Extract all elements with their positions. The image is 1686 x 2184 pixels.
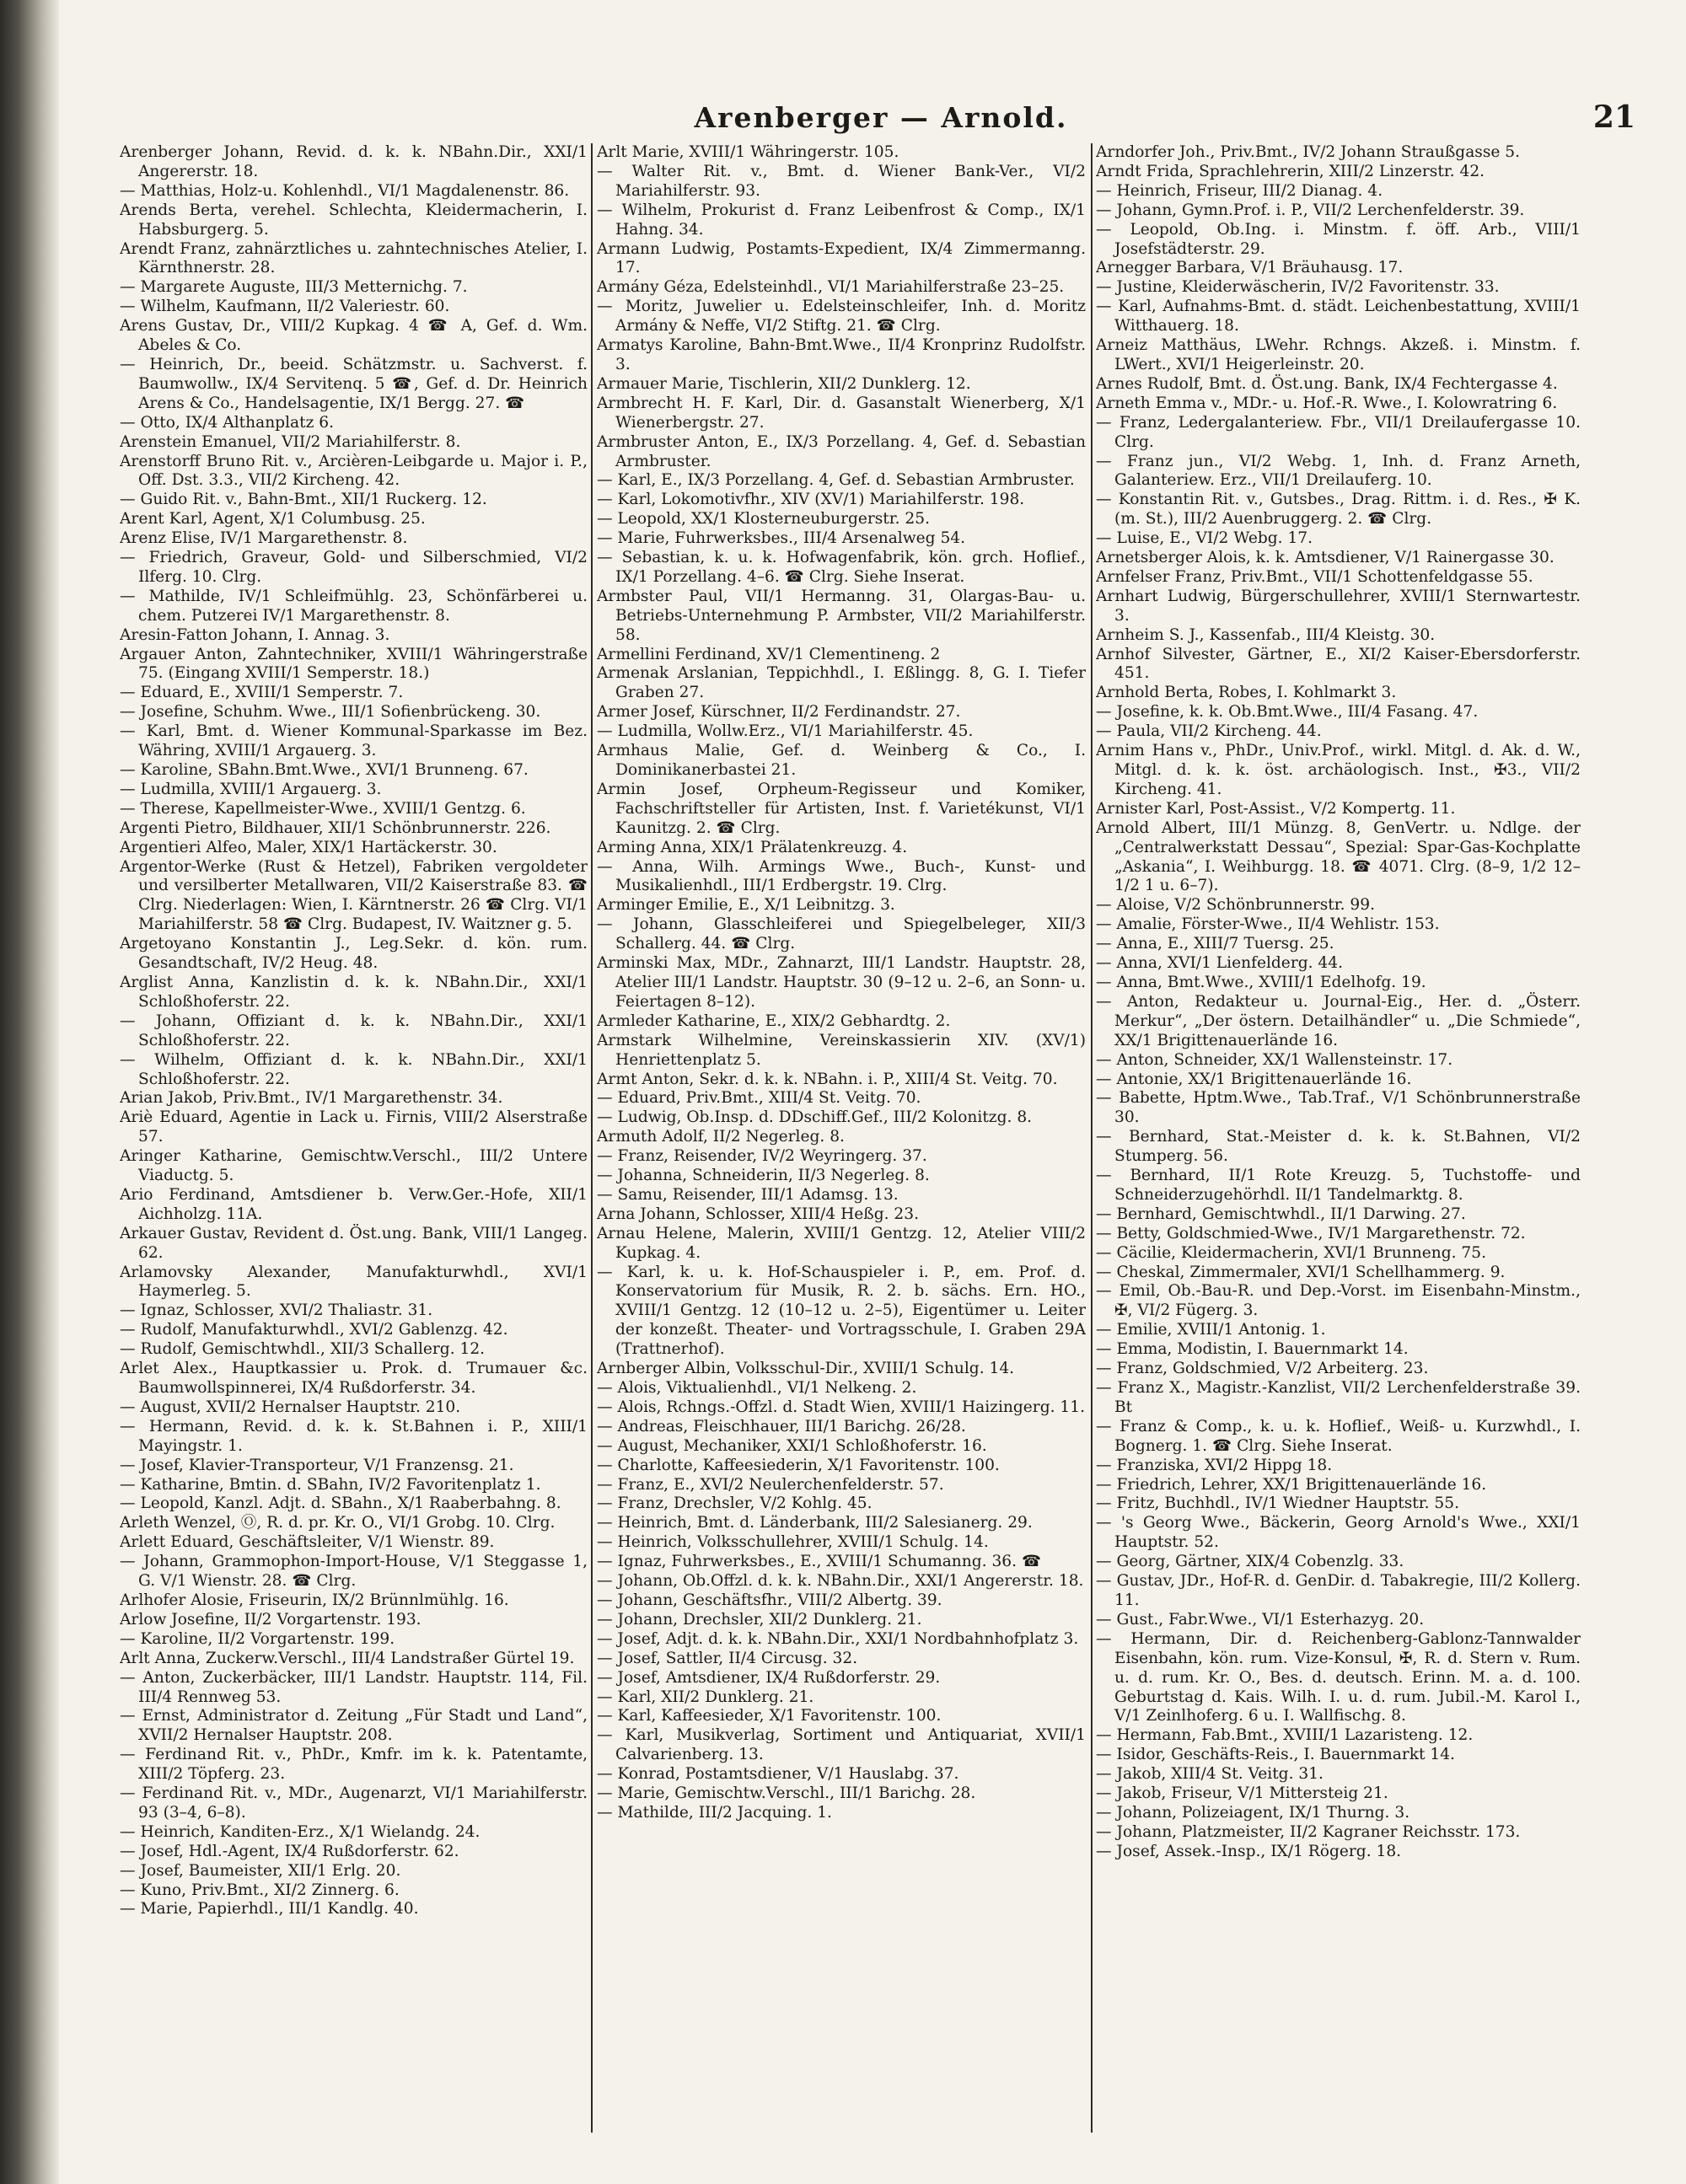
directory-entry: — Karl, E., IX/3 Porzellang. 4, Gef. d. Sebastian Armbruster.	[597, 471, 1075, 490]
directory-entry: Armbruster Anton, E., IX/3 Porzellang. 4, Gef. d. Sebastian Armbruster.	[597, 432, 1086, 470]
directory-entry: — Rudolf, Gemischtwhdl., XII/3 Schallerg. 12.	[120, 1340, 486, 1359]
directory-entry: — Heinrich, Friseur, III/2 Dianag. 4.	[1096, 181, 1383, 200]
directory-entry: Arens Gustav, Dr., VIII/2 Kupkag. 4 ☎ A, Gef. d. Wm. Abeles & Co.	[120, 317, 588, 355]
directory-entry: — Karoline, SBahn.Bmt.Wwe., XVI/1 Brunneng. 67.	[120, 761, 529, 779]
directory-entry: — Guido Rit. v., Bahn-Bmt., XII/1 Ruckerg. 12.	[120, 491, 487, 509]
directory-entry: — Emma, Modistin, I. Bauernmarkt 14.	[1096, 1340, 1409, 1359]
directory-entry: — Johann, Ob.Offzl. d. k. k. NBahn.Dir., XXI/1 Angererstr. 18.	[597, 1572, 1084, 1591]
directory-entry: Armin Josef, Orpheum-Regisseur und Komiker, Fachschriftsteller für Artisten, Inst. f. Varietékunst, VI/1 Kaunitzg. 2. ☎ Clrg.	[597, 780, 1086, 837]
directory-entry: — Eduard, Priv.Bmt., XIII/4 St. Veitg. 70.	[597, 1089, 921, 1108]
directory-entry: — Sebastian, k. u. k. Hofwagenfabrik, kön. grch. Hoflief., IX/1 Porzellang. 4–6. ☎ Clrg. Siehe Inserat.	[597, 549, 1086, 586]
directory-entry: — Samu, Reisender, III/1 Adamsg. 13.	[597, 1185, 899, 1204]
directory-entry: Argauer Anton, Zahntechniker, XVIII/1 Währingerstraße 75. (Eingang XVIII/1 Semperstr. 18.)	[120, 645, 588, 683]
directory-entry: — Marie, Papierhdl., III/1 Kandlg. 40.	[120, 1900, 419, 1918]
directory-entry: — Franz, E., XVI/2 Neulerchenfelderstr. 57.	[597, 1475, 944, 1494]
directory-entry: Arkauer Gustav, Revident d. Öst.ung. Bank, VIII/1 Langeg. 62.	[120, 1224, 588, 1262]
directory-entry: Aresin-Fatton Johann, I. Annag. 3.	[120, 625, 390, 644]
directory-entry: — Josef, Sattler, II/4 Circusg. 32.	[597, 1649, 858, 1667]
directory-entry: — Josefine, k. k. Ob.Bmt.Wwe., III/4 Fasang. 47.	[1096, 703, 1479, 722]
directory-entry: — Wilhelm, Kaufmann, II/2 Valeriestr. 60.	[120, 298, 450, 316]
directory-entry: Arent Karl, Agent, X/1 Columbusg. 25.	[120, 510, 426, 529]
directory-entry: — Johann, Offiziant d. k. k. NBahn.Dir., XXI/1 Schloßhoferstr. 22.	[120, 1012, 588, 1049]
directory-entry: — Ferdinand Rit. v., PhDr., Kmfr. im k. k. Patentamte, XIII/2 Töpferg. 23.	[120, 1746, 588, 1784]
directory-entry: Arendt Franz, zahnärztliches u. zahntechnisches Atelier, I. Kärnthnerstr. 28.	[120, 239, 588, 277]
directory-entry: — Heinrich, Dr., beeid. Schätzmstr. u. Sachverst. f. Baumwollw., IX/4 Servitenq. 5 ☎, Gef. d. Dr. Heinrich Arens & Co., Handelsagentie, IX/1 Bergg. 27. ☎	[120, 355, 588, 412]
directory-entry: Aringer Katharine, Gemischtw.Verschl., III/2 Untere Viaductg. 5.	[120, 1147, 588, 1185]
directory-entry: — Heinrich, Bmt. d. Länderbank, III/2 Salesianerg. 29.	[597, 1514, 1033, 1532]
directory-entry: — Emilie, XVIII/1 Antonig. 1.	[1096, 1321, 1326, 1339]
directory-entry: — Wilhelm, Offiziant d. k. k. NBahn.Dir., XXI/1 Schloßhoferstr. 22.	[120, 1050, 588, 1088]
directory-entry: — Franz, Goldschmied, V/2 Arbeiterg. 23.	[1096, 1360, 1429, 1378]
directory-entry: — Therese, Kapellmeister-Wwe., XVIII/1 Gentzg. 6.	[120, 799, 526, 818]
directory-entry: — Ludwig, Ob.Insp. d. DDschiff.Gef., III/2 Kolonitzg. 8.	[597, 1108, 1033, 1127]
running-title: Arenberger — Arnold.	[694, 101, 1068, 134]
directory-entry: Armatys Karoline, Bahn-Bmt.Wwe., II/4 Kronprinz Rudolfstr. 3.	[597, 336, 1086, 373]
directory-entry: — Franz, Reisender, IV/2 Weyringerg. 37.	[597, 1147, 927, 1166]
directory-entry: — Franz jun., VI/2 Webg. 1, Inh. d. Franz Arneth, Galanteriew. Erz., VII/1 Dreilauferg. 10.	[1096, 452, 1581, 490]
directory-entry: — Karl, XII/2 Dunklerg. 21.	[597, 1688, 814, 1706]
directory-entry: — Josef, Assek.-Insp., IX/1 Rögerg. 18.	[1096, 1842, 1402, 1860]
directory-entry: — Ludmilla, Wollw.Erz., VI/1 Mariahilferstr. 45.	[597, 722, 974, 741]
directory-entry: Armbrecht H. F. Karl, Dir. d. Gasanstalt Wienerberg, X/1 Wienerbergstr. 27.	[597, 394, 1086, 432]
directory-entry: — Gust., Fabr.Wwe., VI/1 Esterhazyg. 20.	[1096, 1610, 1425, 1629]
directory-entry: — Johann, Platzmeister, II/2 Kagraner Reichsstr. 173.	[1096, 1822, 1521, 1841]
directory-entry: Armenak Arslanian, Teppichhdl., I. Eßlingg. 8, G. I. Tiefer Graben 27.	[597, 664, 1086, 702]
directory-entry: — Walter Rit. v., Bmt. d. Wiener Bank-Ver., VI/2 Mariahilferstr. 93.	[597, 162, 1086, 200]
directory-entry: — Paula, VII/2 Kircheng. 44.	[1096, 722, 1322, 741]
directory-entry: — Konrad, Postamtsdiener, V/1 Hauslabg. 37.	[597, 1765, 959, 1784]
directory-entry: — Marie, Fuhrwerksbes., III/4 Arsenalweg 54.	[597, 529, 966, 548]
directory-entry: — Franz & Comp., k. u. k. Hoflief., Weiß- u. Kurzwhdl., I. Bognerg. 1. ☎ Clrg. Siehe Inserat.	[1096, 1417, 1581, 1455]
directory-entry: Arnes Rudolf, Bmt. d. Öst.ung. Bank, IX/4 Fechtergasse 4.	[1096, 374, 1558, 393]
column-middle	[597, 143, 1086, 2141]
directory-entry: — Leopold, Ob.Ing. i. Minstm. f. öff. Arb., VIII/1 Josefstädterstr. 29.	[1096, 220, 1581, 258]
directory-entry: — Otto, IX/4 Althanplatz 6.	[120, 413, 335, 432]
directory-entry: — Mathilde, IV/1 Schleifmühlg. 23, Schönfärberei u. chem. Putzerei IV/1 Margarethenstr. 8.	[120, 587, 588, 625]
directory-entry: Armleder Katharine, E., XIX/2 Gebhardtg. 2.	[597, 1012, 951, 1030]
directory-entry: — Rudolf, Manufakturwhdl., XVI/2 Gablenzg. 42.	[120, 1321, 508, 1339]
directory-entry: — Johanna, Schneiderin, II/3 Negerleg. 8.	[597, 1167, 930, 1185]
directory-entry: — Karl, k. u. k. Hof-Schauspieler i. P., em. Prof. d. Konservatorium für Musik, R. 2. b. sächs. Ern. HO., XVIII/1 Gentzg. 12 (10–12 u. 2–5), Eigentümer u. Leiter der konzeßt. Theater- und Vortragsschule, I. Graben 29A (Trattnerhof).	[597, 1263, 1086, 1359]
directory-entry: — Jakob, Friseur, V/1 Mittersteig 21.	[1096, 1784, 1388, 1803]
directory-entry: Ario Ferdinand, Amtsdiener b. Verw.Ger.-Hofe, XII/1 Aichholzg. 11A.	[120, 1185, 588, 1223]
directory-entry: Arenstorff Bruno Rit. v., Arcièren-Leibgarde u. Major i. P., Off. Dst. 3.3., VII/2 Kircheng. 42.	[120, 452, 588, 490]
directory-entry: — Margarete Auguste, III/3 Metternichg. 7.	[120, 278, 468, 297]
directory-entry: — Alois, Rchngs.-Offzl. d. Stadt Wien, XVIII/1 Haizingerg. 11.	[597, 1398, 1085, 1416]
directory-entry: — Bernhard, Gemischtwhdl., II/1 Darwing. 27.	[1096, 1205, 1466, 1223]
directory-entry: — Johann, Polizeiagent, IX/1 Thurng. 3.	[1096, 1803, 1410, 1822]
directory-entry: Arnim Hans v., PhDr., Univ.Prof., wirkl. Mitgl. d. Ak. d. W., Mitgl. d. k. k. öst. archäologisch. Inst., ✠3., VII/2 Kircheng. 41.	[1096, 742, 1581, 798]
directory-entry: — Josef, Baumeister, XII/1 Erlg. 20.	[120, 1861, 401, 1880]
directory-entry: Armstark Wilhelmine, Vereinskassierin XIV. (XV/1) Henriettenplatz 5.	[597, 1031, 1086, 1069]
directory-entry: — Josef, Hdl.-Agent, IX/4 Rußdorferstr. 62.	[120, 1842, 459, 1860]
directory-entry: Arnfelser Franz, Priv.Bmt., VII/1 Schottenfeldgasse 55.	[1096, 567, 1533, 586]
directory-entry: — Ignaz, Fuhrwerksbes., E., XVIII/1 Schumanng. 36. ☎	[597, 1553, 1042, 1571]
directory-entry: — Matthias, Holz-u. Kohlenhdl., VI/1 Magdalenenstr. 86.	[120, 181, 570, 200]
directory-entry: Arlet Alex., Hauptkassier u. Prok. d. Trumauer &c. Baumwollspinnerei, IX/4 Rußdorferstr. 34.	[120, 1360, 588, 1397]
directory-entry: — Anton, Redakteur u. Journal-Eig., Her. d. „Österr. Merkur“, „Der östern. Detailhändler“ u. „Die Schmiede“, XX/1 Brigittenauerlände 16.	[1096, 992, 1581, 1049]
directory-entry: Armhaus Malie, Gef. d. Weinberg & Co., I. Dominikanerbastei 21.	[597, 742, 1086, 779]
directory-entry: Arminger Emilie, E., X/1 Leibnitzg. 3.	[597, 896, 895, 915]
directory-entry: Arends Berta, verehel. Schlechta, Kleidermacherin, I. Habsburgerg. 5.	[120, 201, 588, 239]
directory-entry: — Cäcilie, Kleidermacherin, XVI/1 Brunneng. 75.	[1096, 1243, 1486, 1262]
directory-entry: — Karl, Kaffeesieder, X/1 Favoritenstr. 100.	[597, 1707, 942, 1725]
directory-entry: — Isidor, Geschäfts-Reis., I. Bauernmarkt 14.	[1096, 1746, 1455, 1764]
directory-entry: — Aloise, V/2 Schönbrunnerstr. 99.	[1096, 896, 1375, 915]
directory-entry: Argentor-Werke (Rust & Hetzel), Fabriken vergoldeter und versilberter Metallwaren, VII/2 Kaiserstraße 83. ☎ Clrg. Niederlagen: Wien, I. Kärntnerstr. 26 ☎ Clrg. VI/1 Mariahilferstr. 58 ☎ Clrg. Budapest, IV. Waitzner g. 5.	[120, 857, 588, 934]
directory-entry: — Eduard, E., XVIII/1 Semperstr. 7.	[120, 684, 404, 702]
directory-entry: — Anna, XVI/1 Lienfelderg. 44.	[1096, 954, 1343, 973]
directory-entry: Arlt Marie, XVIII/1 Währingerstr. 105.	[597, 143, 899, 161]
directory-entry: — Gustav, JDr., Hof-R. d. GenDir. d. Tabakregie, III/2 Kollerg. 11.	[1096, 1572, 1581, 1609]
directory-entry: — Johann, Grammophon-Import-House, V/1 Steggasse 1, G. V/1 Wienstr. 28. ☎ Clrg.	[120, 1553, 588, 1591]
directory-entry: — Heinrich, Volksschullehrer, XVIII/1 Schulg. 14.	[597, 1533, 989, 1552]
directory-entry: Argenti Pietro, Bildhauer, XII/1 Schönbrunnerstr. 226.	[120, 818, 551, 837]
directory-entry: — Leopold, XX/1 Klosterneuburgerstr. 25.	[597, 510, 930, 529]
directory-entry: — Konstantin Rit. v., Gutsbes., Drag. Rittm. i. d. Res., ✠ K. (m. St.), III/2 Auenbruggerg. 2. ☎ Clrg.	[1096, 491, 1581, 529]
directory-entry: — Anton, Zuckerbäcker, III/1 Landstr. Hauptstr. 114, Fil. III/4 Rennweg 53.	[120, 1668, 588, 1706]
directory-entry: Arian Jakob, Priv.Bmt., IV/1 Margarethenstr. 34.	[120, 1089, 503, 1108]
directory-entry: — Georg, Gärtner, XIX/4 Cobenzlg. 33.	[1096, 1553, 1404, 1571]
directory-entry: Armauer Marie, Tischlerin, XII/2 Dunklerg. 12.	[597, 374, 971, 393]
directory-entry: — Amalie, Förster-Wwe., II/4 Wehlistr. 153.	[1096, 915, 1440, 934]
directory-entry: Arna Johann, Schlosser, XIII/4 Heßg. 23.	[597, 1205, 919, 1223]
directory-entry: — August, Mechaniker, XXI/1 Schloßhoferstr. 16.	[597, 1436, 987, 1455]
directory-entry: — Emil, Ob.-Bau-R. und Dep.-Vorst. im Eisenbahn-Minstm., ✠, VI/2 Fügerg. 3.	[1096, 1282, 1581, 1320]
directory-entry: Armann Ludwig, Postamts-Expedient, IX/4 Zimmermanng. 17.	[597, 239, 1086, 277]
directory-entry: Arming Anna, XIX/1 Prälatenkreuzg. 4.	[597, 838, 908, 856]
directory-entry: Arenberger Johann, Revid. d. k. k. NBahn.Dir., XXI/1 Angererstr. 18.	[120, 143, 588, 180]
directory-entry: — Anna, E., XIII/7 Tuersg. 25.	[1096, 935, 1334, 953]
directory-entry: — Anna, Wilh. Armings Wwe., Buch-, Kunst- und Musikalienhdl., III/1 Erdbergstr. 19. Clrg.	[597, 857, 1086, 895]
directory-entry: — Johann, Glasschleiferei und Spiegelbeleger, XII/3 Schallerg. 44. ☎ Clrg.	[597, 915, 1086, 953]
column-divider	[591, 143, 593, 2133]
directory-entry: Arnau Helene, Malerin, XVIII/1 Gentzg. 12, Atelier VIII/2 Kupkag. 4.	[597, 1224, 1086, 1262]
directory-entry: — 's Georg Wwe., Bäckerin, Georg Arnold's Wwe., XXI/1 Hauptstr. 52.	[1096, 1514, 1581, 1552]
directory-entry: Armt Anton, Sekr. d. k. k. NBahn. i. P., XIII/4 St. Veitg. 70.	[597, 1070, 1058, 1088]
directory-entry: Armbster Paul, VII/1 Hermanng. 31, Olargas-Bau- u. Betriebs-Unternehmung P. Armbster, VII/2 Mariahilferstr. 58.	[597, 587, 1086, 644]
column-right	[1096, 143, 1581, 2141]
directory-entry: — Kuno, Priv.Bmt., XI/2 Zinnerg. 6.	[120, 1881, 400, 1899]
directory-entry: — Franz X., Magistr.-Kanzlist, VII/2 Lerchenfelderstraße 39. Bt	[1096, 1379, 1581, 1416]
directory-entry: — Johann, Gymn.Prof. i. P., VII/2 Lerchenfelderstr. 39.	[1096, 201, 1525, 219]
directory-entry: Arnhold Berta, Robes, I. Kohlmarkt 3.	[1096, 684, 1397, 702]
directory-entry: Arenz Elise, IV/1 Margarethenstr. 8.	[120, 529, 408, 548]
directory-entry: — Leopold, Kanzl. Adjt. d. SBahn., X/1 Raaberbahng. 8.	[120, 1494, 561, 1513]
directory-entry: — Karl, Musikverlag, Sortiment und Antiquariat, XVII/1 Calvarienberg. 13.	[597, 1726, 1086, 1764]
directory-entry: Arneiz Matthäus, LWehr. Rchngs. Akzeß. i. Minstm. f. LWert., XVI/1 Heigerleinstr. 20.	[1096, 336, 1581, 373]
directory-entry: Arlamovsky Alexander, Manufakturwhdl., XVI/1 Haymerleg. 5.	[120, 1263, 588, 1301]
directory-entry: Arlt Anna, Zuckerw.Verschl., III/4 Landstraßer Gürtel 19.	[120, 1649, 575, 1667]
directory-entry: Arndt Frida, Sprachlehrerin, XIII/2 Linzerstr. 42.	[1096, 162, 1485, 180]
directory-entry: Arlett Eduard, Geschäftsleiter, V/1 Wienstr. 89.	[120, 1533, 495, 1552]
directory-entry: — Hermann, Fab.Bmt., XVIII/1 Lazaristeng. 12.	[1096, 1726, 1474, 1745]
column-divider	[1091, 143, 1093, 2133]
directory-entry: — Karl, Lokomotivfhr., XIV (XV/1) Mariahilferstr. 198.	[597, 491, 1025, 509]
directory-entry: — Cheskal, Zimmermaler, XVI/1 Schellhammerg. 9.	[1096, 1263, 1506, 1281]
directory-entry: Arneth Emma v., MDr.- u. Hof.-R. Wwe., I. Kolowratring 6.	[1096, 394, 1558, 412]
directory-entry: Arglist Anna, Kanzlistin d. k. k. NBahn.Dir., XXI/1 Schloßhoferstr. 22.	[120, 973, 588, 1011]
directory-entry: Arndorfer Joh., Priv.Bmt., IV/2 Johann Straußgasse 5.	[1096, 143, 1521, 161]
directory-entry: — Josef, Klavier-Transporteur, V/1 Franzensg. 21.	[120, 1456, 514, 1474]
directory-entry: — Jakob, XIII/4 St. Veitg. 31.	[1096, 1765, 1324, 1784]
directory-entry: — Friedrich, Lehrer, XX/1 Brigittenauerlände 16.	[1096, 1475, 1487, 1494]
directory-entry: — Justine, Kleiderwäscherin, IV/2 Favoritenstr. 33.	[1096, 278, 1500, 297]
directory-entry: — Ignaz, Schlosser, XVI/2 Thaliastr. 31.	[120, 1301, 433, 1320]
directory-entry: — Bernhard, Stat.-Meister d. k. k. St.Bahnen, VI/2 Stumperg. 56.	[1096, 1128, 1581, 1166]
directory-entry: — Ludmilla, XVIII/1 Argauerg. 3.	[120, 780, 382, 798]
directory-entry: — Franz, Drechsler, V/2 Kohlg. 45.	[597, 1494, 873, 1513]
directory-entry: — Alois, Viktualienhdl., VI/1 Nelkeng. 2.	[597, 1379, 917, 1397]
directory-entry: — Karl, Bmt. d. Wiener Kommunal-Sparkasse im Bez. Währing, XVIII/1 Argauerg. 3.	[120, 722, 588, 760]
directory-entry: Argentieri Alfeo, Maler, XIX/1 Hartäckerstr. 30.	[120, 838, 497, 856]
directory-entry: — Marie, Gemischtw.Verschl., III/1 Barichg. 28.	[597, 1784, 976, 1803]
directory-entry: Arnhof Silvester, Gärtner, E., XI/2 Kaiser-Ebersdorferstr. 451.	[1096, 645, 1581, 683]
directory-entry: — Luise, E., VI/2 Webg. 17.	[1096, 529, 1313, 548]
directory-entry: Arnister Karl, Post-Assist., V/2 Kompertg. 11.	[1096, 799, 1456, 818]
directory-entry: — Franziska, XVI/2 Hippg 18.	[1096, 1456, 1333, 1474]
directory-entry: Arnhart Ludwig, Bürgerschullehrer, XVIII/1 Sternwartestr. 3.	[1096, 587, 1581, 625]
directory-entry: — Babette, Hptm.Wwe., Tab.Traf., V/1 Schönbrunnerstraße 30.	[1096, 1089, 1581, 1127]
directory-entry: — Hermann, Revid. d. k. k. St.Bahnen i. P., XIII/1 Mayingstr. 1.	[120, 1417, 588, 1455]
column-left	[120, 143, 588, 2141]
directory-entry: — Hermann, Dir. d. Reichenberg-Gablonz-Tannwalder Eisenbahn, kön. rum. Vize-Konsul, ✠, R. d. Stern v. Rum. u. d. rum. Kr. O., Bes. d. deutsch. Erinn. M. a. d. 100. Geburtstag d. Kais. Wilh. I. u. d. rum. Jubil.-M. Karol I., V/1 Zeinlhoferg. 6 u. I. Wallfischg. 8.	[1096, 1629, 1581, 1725]
directory-entry: Arnheim S. J., Kassenfab., III/4 Kleistg. 30.	[1096, 625, 1436, 644]
directory-entry: — Josef, Adjt. d. k. k. NBahn.Dir., XXI/1 Nordbahnhofplatz 3.	[597, 1629, 1079, 1648]
directory-entry: Armellini Ferdinand, XV/1 Clementineng. 2	[597, 645, 941, 663]
directory-entry: Ariè Eduard, Agentie in Lack u. Firnis, VIII/2 Alserstraße 57.	[120, 1108, 588, 1146]
directory-entry: — Antonie, XX/1 Brigittenauerlände 16.	[1096, 1070, 1412, 1088]
directory-entry: — Moritz, Juwelier u. Edelsteinschleifer, Inh. d. Moritz Armány & Neffe, VI/2 Stiftg. 21. ☎ Clrg.	[597, 298, 1086, 335]
directory-entry: Arminski Max, MDr., Zahnarzt, III/1 Landstr. Hauptstr. 28, Atelier III/1 Landstr. Hauptstr. 30 (9–12 u. 2–6, an Sonn- u. Feiertagen 8–12).	[597, 954, 1086, 1011]
directory-entry: — Fritz, Buchhdl., IV/1 Wiedner Hauptstr. 55.	[1096, 1494, 1460, 1513]
directory-entry: Arlow Josefine, II/2 Vorgartenstr. 193.	[120, 1610, 422, 1629]
directory-entry: — Katharine, Bmtin. d. SBahn, IV/2 Favoritenplatz 1.	[120, 1475, 541, 1494]
directory-entry: — Josef, Amtsdiener, IX/4 Rußdorferstr. 29.	[597, 1668, 941, 1687]
directory-entry: — Ferdinand Rit. v., MDr., Augenarzt, VI/1 Mariahilferstr. 93 (3–4, 6–8).	[120, 1784, 588, 1822]
directory-entry: Arnberger Albin, Volksschul-Dir., XVIII/1 Schulg. 14.	[597, 1360, 1015, 1378]
directory-entry: — Ernst, Administrator d. Zeitung „Für Stadt und Land“, XVII/2 Hernalser Hauptstr. 208.	[120, 1707, 588, 1745]
directory-entry: — Anna, Bmt.Wwe., XVIII/1 Edelhofg. 19.	[1096, 973, 1426, 991]
directory-entry: — Wilhelm, Prokurist d. Franz Leibenfrost & Comp., IX/1 Hahng. 34.	[597, 201, 1086, 239]
directory-entry: Arnold Albert, III/1 Münzg. 8, GenVertr. u. Ndlge. der „Centralwerkstatt Dessau“, Spezial: Spar-Gas-Kochplatte „Askania“, I. Weihburgg. 18. ☎ 4071. Clrg. (8–9, 1/2 12–1/2 1 u. 6–7).	[1096, 818, 1581, 895]
directory-entry: Arnegger Barbara, V/1 Bräuhausg. 17.	[1096, 259, 1404, 277]
directory-entry: — Friedrich, Graveur, Gold- und Silberschmied, VI/2 Ilferg. 10. Clrg.	[120, 549, 588, 586]
directory-entry: — August, XVII/2 Hernalser Hauptstr. 210.	[120, 1398, 461, 1416]
directory-entry: Arenstein Emanuel, VII/2 Mariahilferstr. 8.	[120, 432, 461, 451]
directory-entry: Armány Géza, Edelsteinhdl., VI/1 Mariahilferstraße 23–25.	[597, 278, 1065, 297]
directory-entry: — Betty, Goldschmied-Wwe., IV/1 Margarethenstr. 72.	[1096, 1224, 1526, 1242]
directory-entry: — Karl, Aufnahms-Bmt. d. städt. Leichenbestattung, XVIII/1 Witthauerg. 18.	[1096, 298, 1581, 335]
directory-entry: Arnetsberger Alois, k. k. Amtsdiener, V/1 Rainergasse 30.	[1096, 549, 1554, 567]
directory-entry: Armer Josef, Kürschner, II/2 Ferdinandstr. 27.	[597, 703, 961, 722]
directory-entry: — Andreas, Fleischhauer, III/1 Barichg. 26/28.	[597, 1417, 966, 1435]
directory-entry: — Charlotte, Kaffeesiederin, X/1 Favoritenstr. 100.	[597, 1456, 1000, 1474]
book-gutter	[0, 0, 59, 2184]
page-header	[126, 99, 1635, 150]
directory-entry: Arlhofer Alosie, Friseurin, IX/2 Brünnlmühlg. 16.	[120, 1591, 509, 1609]
directory-entry: — Heinrich, Kanditen-Erz., X/1 Wielandg. 24.	[120, 1822, 481, 1841]
directory-entry: Armuth Adolf, II/2 Negerleg. 8.	[597, 1128, 845, 1146]
directory-entry: Arleth Wenzel, Ⓞ, R. d. pr. Kr. O., VI/1 Grobg. 10. Clrg.	[120, 1514, 556, 1532]
directory-entry: — Franz, Ledergalanteriew. Fbr., VII/1 Dreilaufergasse 10. Clrg.	[1096, 413, 1581, 451]
directory-entry: Argetoyano Konstantin J., Leg.Sekr. d. kön. rum. Gesandtschaft, IV/2 Heug. 48.	[120, 935, 588, 973]
directory-entry: — Anton, Schneider, XX/1 Wallensteinstr. 17.	[1096, 1050, 1453, 1069]
directory-entry: — Karoline, II/2 Vorgartenstr. 199.	[120, 1629, 395, 1648]
directory-entry: — Bernhard, II/1 Rote Kreuzg. 5, Tuchstoffe- und Schneiderzugehörhdl. II/1 Tandelmarktg. 8.	[1096, 1167, 1581, 1204]
page-number: 21	[1592, 99, 1635, 135]
directory-entry: — Josefine, Schuhm. Wwe., III/1 Sofienbrückeng. 30.	[120, 703, 541, 722]
directory-entry: — Johann, Drechsler, XII/2 Dunklerg. 21.	[597, 1610, 922, 1629]
directory-entry: — Mathilde, III/2 Jacquing. 1.	[597, 1803, 832, 1822]
directory-entry: — Johann, Geschäftsfhr., VIII/2 Albertg. 39.	[597, 1591, 942, 1609]
